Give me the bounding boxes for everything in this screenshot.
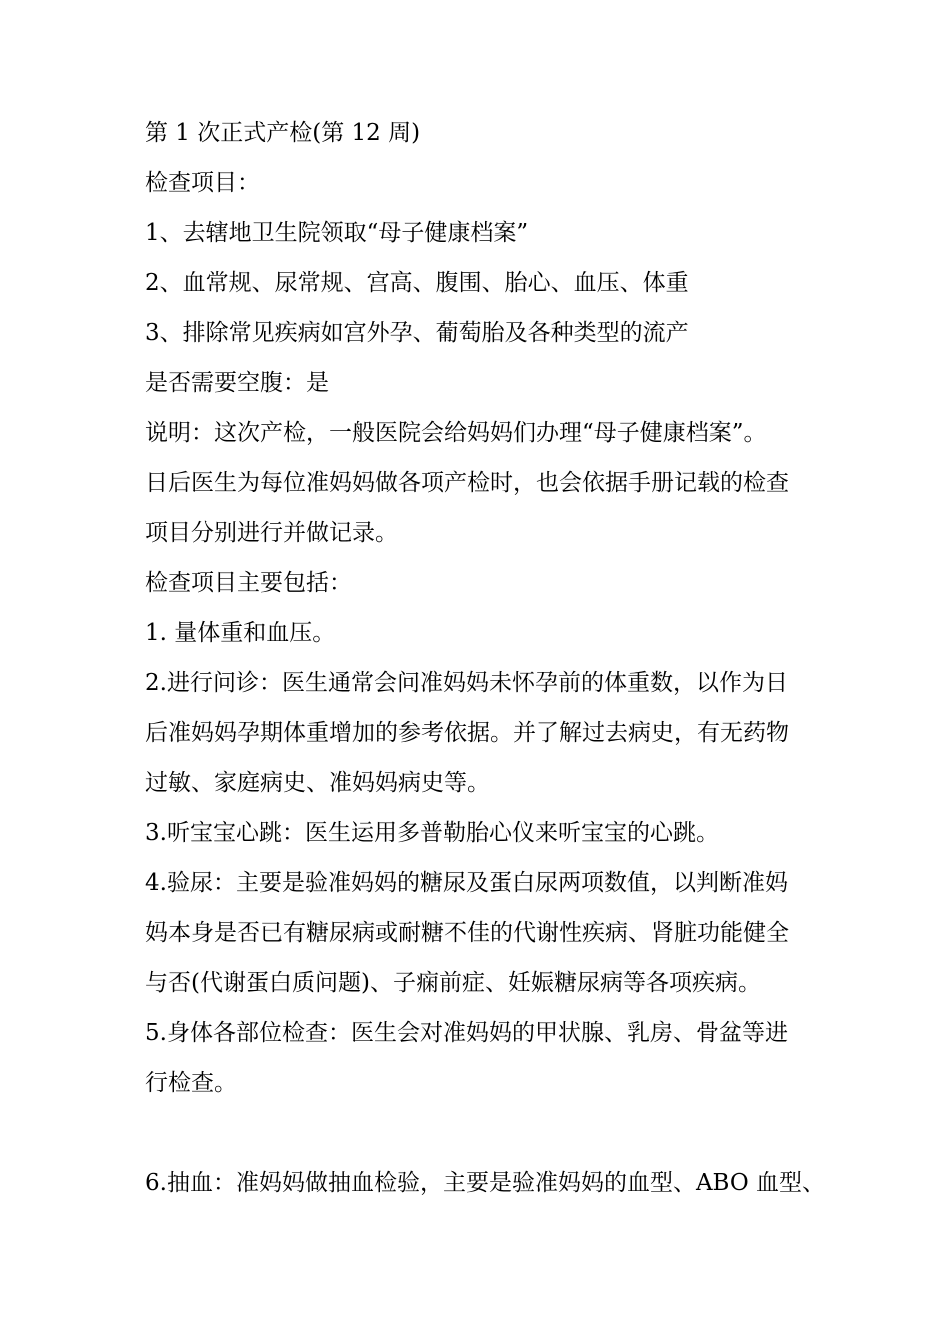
step-consultation <box>145 658 851 808</box>
step-body-exam <box>145 1008 851 1108</box>
step-blood-test: 6.抽血：准妈妈做抽血检验，主要是验准妈妈的血型、ABO 血型、 <box>145 1170 826 1196</box>
list-item: 3、排除常见疾病如宫外孕、葡萄胎及各种类型的流产 <box>145 320 689 346</box>
fasting-line: 是否需要空腹：是 <box>145 370 329 396</box>
step-heartbeat: 3.听宝宝心跳：医生运用多普勒胎心仪来听宝宝的心跳。 <box>145 820 719 846</box>
note-line: 项目分别进行并做记录。 <box>145 520 398 546</box>
step-line: 行检查。 <box>145 1070 237 1096</box>
note-line: 日后医生为每位准妈妈做各项产检时，也会依据手册记载的检查 <box>145 470 789 496</box>
step-urine-test <box>145 858 851 1008</box>
step-line: 妈本身是否已有糖尿病或耐糖不佳的代谢性疾病、肾脏功能健全 <box>145 920 789 946</box>
document-body <box>145 108 851 1208</box>
step-line: 5.身体各部位检查：医生会对准妈妈的甲状腺、乳房、骨盆等进 <box>145 1020 788 1046</box>
list-item: 1、去辖地卫生院领取“母子健康档案” <box>145 220 529 246</box>
note-paragraph <box>145 408 851 558</box>
main-items-heading: 检查项目主要包括： <box>145 570 352 596</box>
step-line: 过敏、家庭病史、准妈妈病史等。 <box>145 770 490 796</box>
step-line: 与否(代谢蛋白质问题)、子痫前症、妊娠糖尿病等各项疾病。 <box>145 970 761 996</box>
blank-gap <box>145 1108 851 1158</box>
step-line: 2.进行问诊：医生通常会问准妈妈未怀孕前的体重数，以作为日 <box>145 670 788 696</box>
step-line: 4.验尿：主要是验准妈妈的糖尿及蛋白尿两项数值，以判断准妈 <box>145 870 788 896</box>
document-title: 第 1 次正式产检(第 12 周) <box>145 120 421 146</box>
list-item: 2、血常规、尿常规、宫高、腹围、胎心、血压、体重 <box>145 270 689 296</box>
note-line: 说明：这次产检，一般医院会给妈妈们办理“母子健康档案”。 <box>145 420 767 446</box>
step-weight-blood-pressure: 1. 量体重和血压。 <box>145 620 336 646</box>
items-heading: 检查项目： <box>145 170 260 196</box>
step-line: 后准妈妈孕期体重增加的参考依据。并了解过去病史，有无药物 <box>145 720 789 746</box>
